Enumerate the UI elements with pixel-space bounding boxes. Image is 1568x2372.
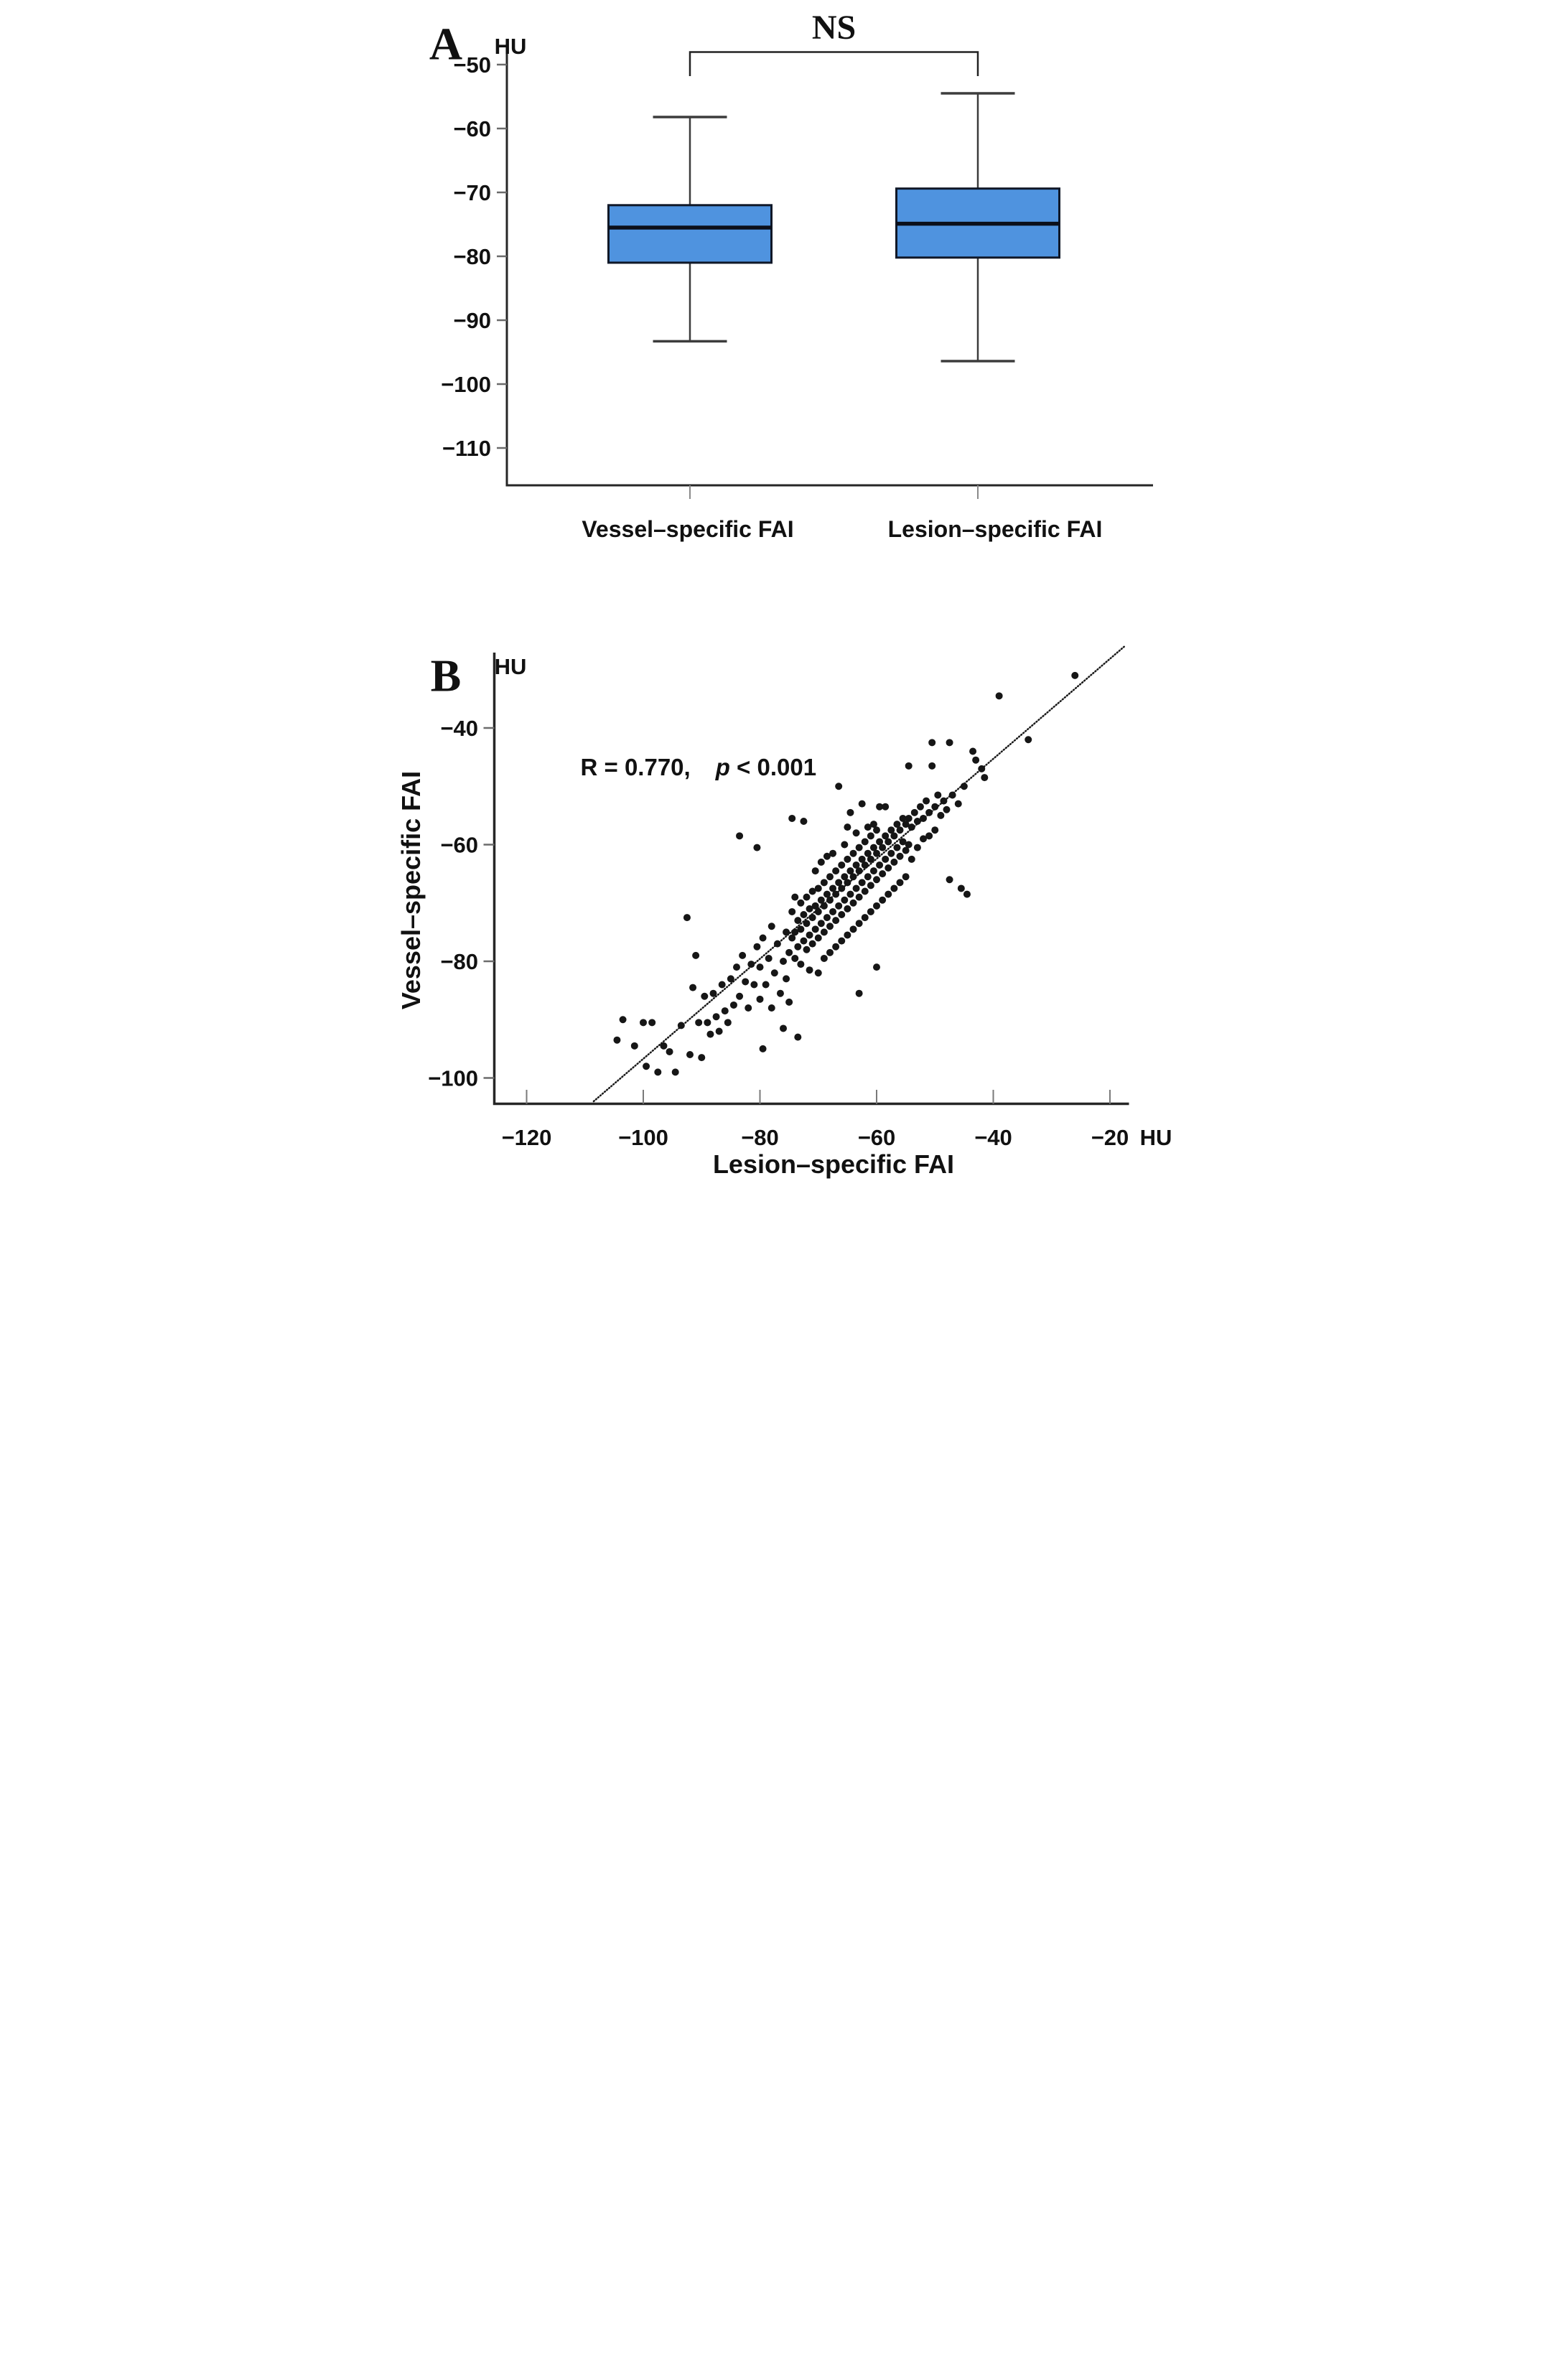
scatter-point [747,961,755,968]
scatter-point [794,943,801,951]
scatter-point [788,815,795,822]
scatter-point [809,940,816,948]
scatter-point [841,897,848,904]
scatter-point [818,920,825,927]
scatter-point [867,882,874,889]
scatter-point [760,935,767,942]
y-tick-label: −60 [453,116,491,141]
panel-a-y-unit: HU [494,34,527,59]
scatter-point [838,911,845,918]
scatter-point [794,917,801,924]
scatter-point [727,975,734,982]
scatter-point [821,928,828,935]
scatter-point [862,862,869,869]
scatter-point [777,990,784,997]
scatter-point [826,873,834,880]
scatter-point [806,966,813,973]
scatter-point [870,867,877,874]
scatter-point [803,894,811,901]
x-tick-label: −60 [857,1125,896,1150]
panel-b-y-axis-title: Vessel–specific FAI [396,770,426,1010]
scatter-point [800,911,807,918]
scatter-point [809,914,816,921]
scatter-point [710,990,717,997]
scatter-point [815,969,822,976]
scatter-point [730,1001,737,1009]
scatter-point [844,931,851,938]
scatter-point [672,1068,679,1075]
scatter-point [937,812,944,819]
scatter-point [826,897,834,904]
scatter-point [733,963,740,971]
scatter-point [923,798,930,805]
y-tick-label: −50 [453,52,491,78]
scatter-point [981,774,988,781]
scatter-point [846,809,854,816]
scatter-point [862,838,869,845]
scatter-point [736,993,743,1000]
scatter-point [832,867,839,874]
scatter-point [969,748,976,755]
scatter-point [873,850,880,857]
y-tick-label: −80 [453,244,491,269]
scatter-point [902,873,910,880]
scatter-point [850,850,857,857]
scatter-point [753,844,760,851]
scatter-point [812,867,819,874]
scatter-points [613,672,1078,1076]
scatter-point [946,876,953,883]
scatter-point [844,905,851,912]
ns-annotation: NS [811,9,857,47]
scatter-point [914,844,921,851]
scatter-point [826,923,834,930]
scatter-point [829,908,836,915]
scatter-point [859,879,866,886]
x-tick-label: −80 [741,1125,779,1150]
scatter-point [832,943,839,951]
scatter-point [832,891,839,898]
scatter-point [879,897,886,904]
scatter-point [885,864,892,872]
scatter-point [620,1016,627,1023]
box-lesion [897,93,1060,361]
scatter-point [788,908,795,915]
scatter-point [882,856,889,863]
scatter-point [905,762,913,770]
scatter-point [879,844,886,851]
scatter-point [678,1022,685,1029]
scatter-point [846,891,854,898]
box-vessel [609,117,772,341]
scatter-point [955,800,962,808]
iqr-box [609,205,772,263]
scatter-point [812,925,819,933]
scatter-point [925,809,933,816]
scatter-point [803,920,811,927]
panel-b-scatterplot [396,646,1172,1179]
category-label-vessel: Vessel–specific FAI [582,516,794,542]
scatter-point [701,993,708,1000]
panel-a-letter: A [429,18,463,70]
panel-b-plot-area [428,646,1129,1150]
y-tick-label: −110 [442,436,491,461]
scatter-point [867,832,874,839]
scatter-point [850,900,857,907]
scatter-point [660,1042,667,1050]
scatter-point [613,1037,620,1044]
scatter-point [931,826,938,834]
scatter-point [692,952,699,959]
scatter-point [713,1013,720,1020]
scatter-point [683,914,691,921]
scatter-point [890,859,897,866]
scatter-point [829,850,836,857]
scatter-point [850,873,857,880]
scatter-point [893,844,900,851]
scatter-point [794,1034,801,1041]
scatter-point [750,981,757,989]
y-tick-label: −60 [440,832,478,858]
scatter-point [917,803,924,811]
scatter-point [757,996,764,1003]
scatter-point [897,879,904,886]
scatter-point [931,803,938,811]
scatter-point [961,783,968,790]
scatter-point [736,832,743,839]
scatter-point [783,928,790,935]
figure-container [392,0,1176,1186]
x-tick-label: −20 [1091,1125,1129,1150]
scatter-point [928,739,935,746]
scatter-point [853,884,860,892]
scatter-point [643,1063,650,1070]
scatter-point [862,914,869,921]
scatter-point [873,902,880,910]
scatter-point [978,765,985,772]
scatter-point [648,1019,655,1026]
scatter-point [704,1019,711,1026]
scatter-point [791,955,798,962]
scatter-point [757,963,764,971]
scatter-point [841,841,848,849]
scatter-point [850,925,857,933]
scatter-point [803,946,811,953]
scatter-point [771,969,778,976]
y-tick-label: −70 [453,180,491,205]
scatter-point [783,975,790,982]
scatter-point [859,800,866,808]
scatter-point [838,938,845,945]
scatter-point [716,1028,723,1035]
scatter-point [908,856,915,863]
panel-a-axes [507,54,1153,485]
scatter-point [905,841,913,849]
scatter-point [890,832,897,839]
scatter-point [949,791,956,798]
panel-a-boxplot [429,9,1153,542]
scatter-point [996,692,1003,699]
scatter-point [890,884,897,892]
scatter-point [835,902,842,910]
panel-b-letter: B [430,650,462,701]
two-panel-figure [392,0,1176,1186]
y-tick-label: −100 [441,372,491,397]
scatter-point [897,853,904,860]
scatter-point [879,870,886,877]
scatter-point [706,1031,714,1038]
scatter-point [853,829,860,836]
correlation-annotation: R = 0.770, p < 0.001 [580,754,817,780]
scatter-point [864,873,872,880]
panel-b-axes [495,653,1129,1104]
x-tick-label: −100 [618,1125,668,1150]
scatter-point [806,931,813,938]
panel-b-y-unit: HU [494,654,527,679]
scatter-point [774,940,781,948]
scatter-point [689,984,696,991]
y-tick-label: −90 [453,308,491,333]
scatter-point [695,1019,702,1026]
scatter-point [821,955,828,962]
scatter-point [768,1004,775,1012]
y-tick-label: −100 [428,1065,478,1091]
scatter-point [797,900,804,907]
scatter-point [631,1042,638,1050]
scatter-point [844,856,851,863]
scatter-point [838,884,845,892]
scatter-point [785,999,793,1006]
scatter-point [856,867,863,874]
scatter-point [760,1045,767,1052]
scatter-point [780,958,787,965]
y-tick-label: −40 [440,716,478,741]
scatter-point [742,978,749,985]
scatter-point [823,914,831,921]
scatter-point [928,762,935,770]
scatter-point [856,844,863,851]
scatter-point [666,1048,673,1055]
scatter-point [719,981,726,989]
scatter-point [745,1004,752,1012]
scatter-point [940,798,947,805]
scatter-point [844,879,851,886]
scatter-point [797,925,804,933]
scatter-point [897,826,904,834]
scatter-point [797,961,804,968]
x-tick-label: −120 [501,1125,552,1150]
scatter-point [908,823,915,831]
panel-b-x-unit: HU [1139,1125,1172,1150]
scatter-point [800,818,807,825]
scatter-point [815,884,822,892]
scatter-point [856,920,863,927]
scatter-point [785,949,793,956]
scatter-point [753,943,760,951]
scatter-point [885,838,892,845]
scatter-point [972,757,979,764]
scatter-point [826,949,834,956]
scatter-point [698,1054,705,1061]
scatter-point [1025,736,1032,743]
panel-b-x-axis-title: Lesion–specific FAI [712,1149,955,1179]
scatter-point [815,935,822,942]
scatter-point [882,803,889,811]
panel-b-y-ticks [428,716,494,1091]
scatter-point [887,850,895,857]
scatter-point [958,884,965,892]
scatter-point [867,908,874,915]
scatter-point [640,1019,647,1026]
scatter-point [862,888,869,895]
scatter-point [946,739,953,746]
scatter-point [800,938,807,945]
scatter-point [821,879,828,886]
scatter-point [873,963,880,971]
scatter-point [920,815,927,822]
panel-a-y-ticks [441,52,507,461]
scatter-point [885,891,892,898]
scatter-point [654,1068,661,1075]
scatter-point [867,856,874,863]
scatter-point [722,1007,729,1014]
scatter-point [739,952,746,959]
scatter-point [724,1019,732,1026]
scatter-point [1071,672,1078,679]
category-label-lesion: Lesion–specific FAI [887,516,1103,542]
scatter-point [873,876,880,883]
scatter-point [934,791,941,798]
scatter-point [905,815,913,822]
x-tick-label: −40 [974,1125,1012,1150]
panel-a-plot-area [441,52,1153,500]
scatter-point [856,990,863,997]
scatter-point [815,908,822,915]
scatter-point [832,917,839,924]
scatter-point [911,809,918,816]
scatter-point [943,806,951,813]
ns-bracket [690,52,978,77]
scatter-point [818,859,825,866]
scatter-point [838,862,845,869]
y-tick-label: −80 [440,949,478,974]
scatter-point [873,826,880,834]
scatter-point [768,923,775,930]
scatter-point [963,891,971,898]
scatter-point [821,902,828,910]
scatter-point [856,894,863,901]
scatter-point [844,823,851,831]
scatter-point [791,894,798,901]
scatter-point [686,1051,694,1058]
scatter-point [765,955,773,962]
scatter-point [925,832,933,839]
scatter-point [780,1024,787,1032]
scatter-point [876,862,883,869]
scatter-point [835,783,842,790]
scatter-point [762,981,770,989]
